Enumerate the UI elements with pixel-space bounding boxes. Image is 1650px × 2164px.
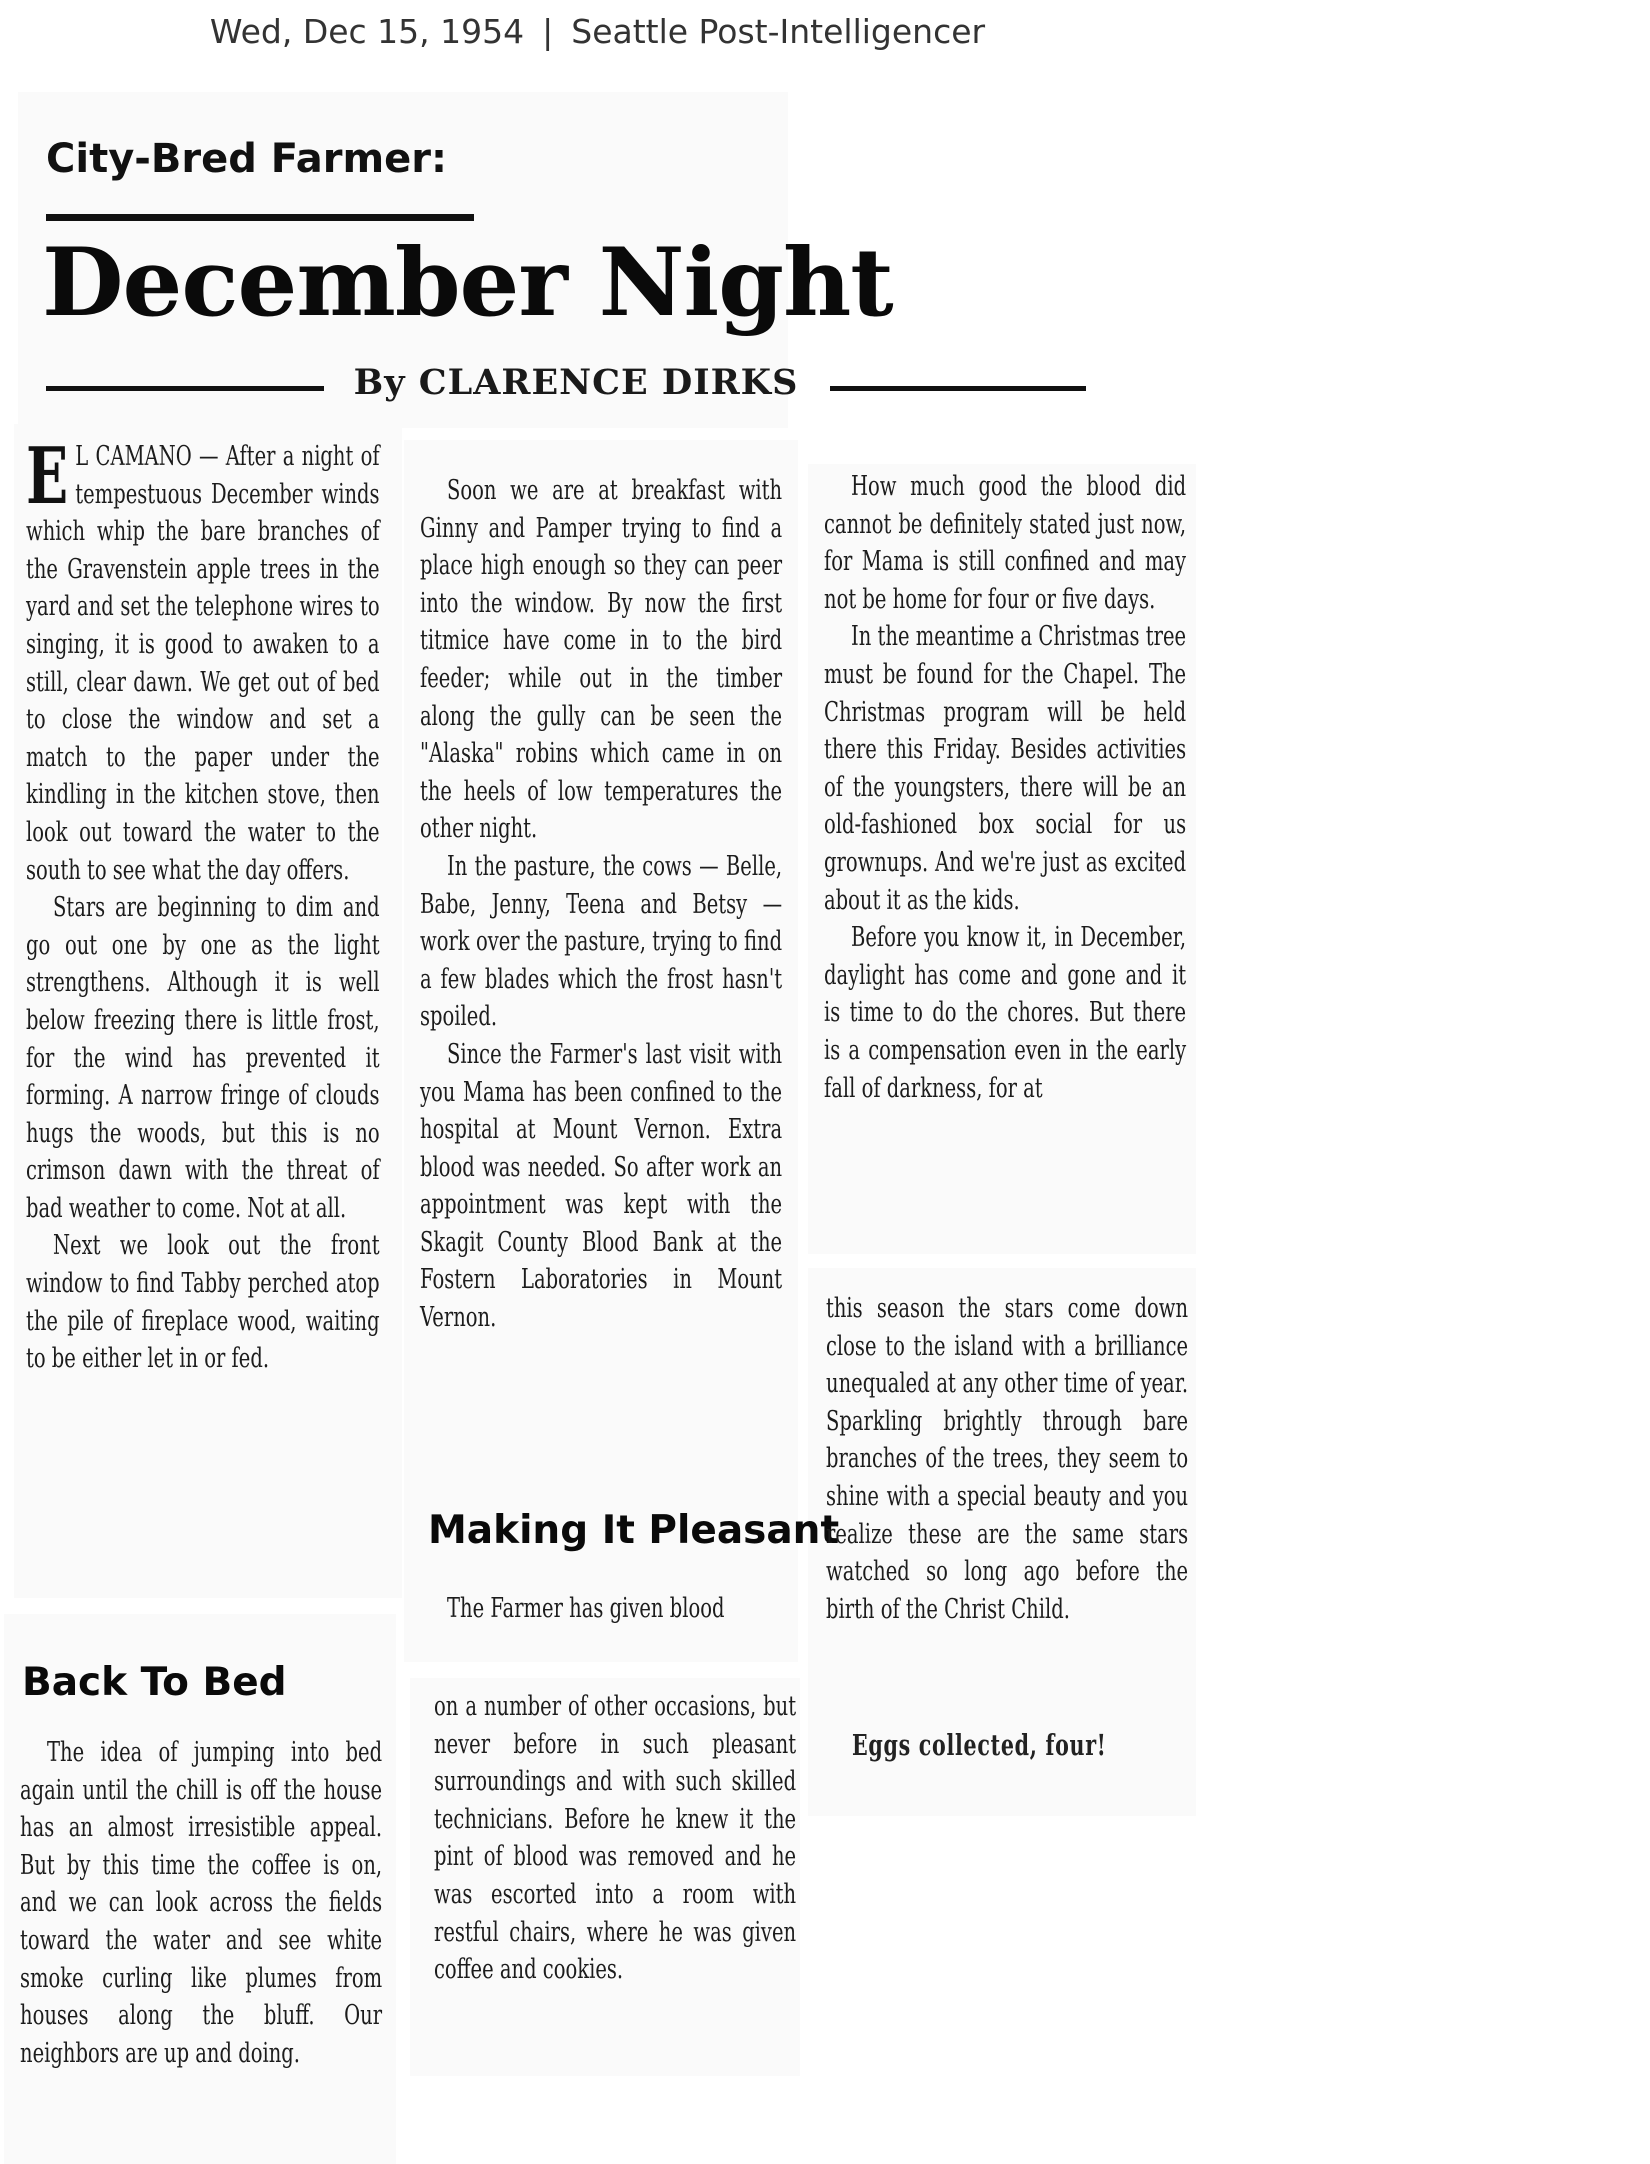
paragraph-breakfast: Soon we are at breakfast with Ginny and Pamper trying to find a place high enough so they can peer into the window. By now the first titmice have come in to the bird feeder; while out in the timber along the gully can be seen the "Alaska" robins which came in on the heels of low temperatures the other night. <box>420 474 783 845</box>
column-2-top <box>420 472 782 1337</box>
paragraph-pasture: In the pasture, the cows — Belle, Babe, Jenny, Teena and Betsy — work over the pasture, trying to find a few blades which the frost hasn't spoiled. <box>420 849 783 1033</box>
article-byline: By CLARENCE DIRKS <box>353 362 799 403</box>
paragraph-how-much-good: How much good the blood did cannot be definitely stated just now, for Mama is still confined and may not be home for four or five days. <box>824 470 1187 615</box>
lead-paragraph <box>26 431 380 889</box>
sign-off: Eggs collected, four! <box>852 1728 1107 1762</box>
column-1-top <box>26 431 380 1378</box>
paragraph-stars-season: this season the stars come down close to the island with a brilliance unequaled at any other time of year. Sparkling brightly through bare branches of the trees, they seem to shine with a special beauty and you realize these are the same stars watched so long ago before the birth of the Christ Child. <box>826 1292 1189 1625</box>
subhead-making-it-pleasant: Making It Pleasant <box>428 1508 840 1553</box>
paragraph-christmas-tree: In the meantime a Christmas tree must be found for the Chapel. The Christmas program will be held there this Friday. Besides activities of the youngsters, there will be an old-fashioned box social for us grownups. And we're just as excited about it as the kids. <box>824 620 1187 916</box>
column-1-bottom <box>20 1734 382 2072</box>
column-2-continuation <box>420 1590 782 1628</box>
paragraph-stars: Stars are beginning to dim and go out one by one as the light strengthens. Although it is well below freezing there is little frost, for the wind has prevented it forming. A narrow fringe of clouds hugs the woods, but this is no crimson dawn with the threat of bad weather to come. Not at all. <box>26 891 380 1224</box>
column-2-bottom <box>434 1688 796 1989</box>
publication-name: Seattle Post-Intelligencer <box>571 12 986 51</box>
publication-date: Wed, Dec 15, 1954 <box>209 12 525 51</box>
clipping-source-line <box>0 12 1195 51</box>
paragraph-given-blood: The Farmer has given blood <box>446 1592 725 1624</box>
article-headline: December Night <box>42 228 893 338</box>
drop-cap: E <box>26 431 69 522</box>
byline-rule-left <box>46 386 324 391</box>
subhead-back-to-bed: Back To Bed <box>22 1660 287 1705</box>
column-kicker: City-Bred Farmer: <box>46 136 447 182</box>
byline-rule-right <box>830 386 1086 391</box>
paragraph-back-to-bed: The idea of jumping into bed again until the chill is off the house has an almost irresistible appeal. But by this time the coffee is on, and we can look across the fields toward the water and see white smoke curling like plumes from houses along the bluff. Our neighbors are up and doing. <box>20 1736 383 2069</box>
column-3-top <box>824 468 1186 1107</box>
byline-block <box>46 362 1086 412</box>
source-separator: | <box>542 12 554 51</box>
paragraph-tabby: Next we look out the front window to find Tabby perched atop the pile of fireplace wood, waiting to be either let in or fed. <box>26 1229 380 1375</box>
column-3-bottom <box>826 1290 1188 1628</box>
lead-paragraph-text: L CAMANO — After a night of tempestuous December winds which whip the bare branches of the Gravenstein apple trees in the yard and set the telephone wires to singing, it is good to awaken to a still, clear dawn. We get out of bed to close the window and set a match to the paper under the kindling in the kitchen stove, then look out toward the water to the south to see what the day offers. <box>26 440 380 886</box>
paragraph-hospital: Since the Farmer's last visit with you Mama has been confined to the hospital at Mount Vernon. Extra blood was needed. So after work an appointment was kept with the Skagit County Blood Bank at the Fostern Laboratories in Mount Vernon. <box>420 1037 783 1334</box>
paragraph-occasions: on a number of other occasions, but never before in such pleasant surroundings and with such skilled technicians. Before he knew it the pint of blood was removed and he was escorted into a room with restful chairs, where he was given coffee and cookies. <box>434 1690 797 1986</box>
kicker-rule <box>46 214 474 221</box>
paragraph-december-daylight: Before you know it, in December, daylight has come and gone and it is time to do the chores. But there is a compensation even in the early fall of darkness, for at <box>824 921 1187 1104</box>
